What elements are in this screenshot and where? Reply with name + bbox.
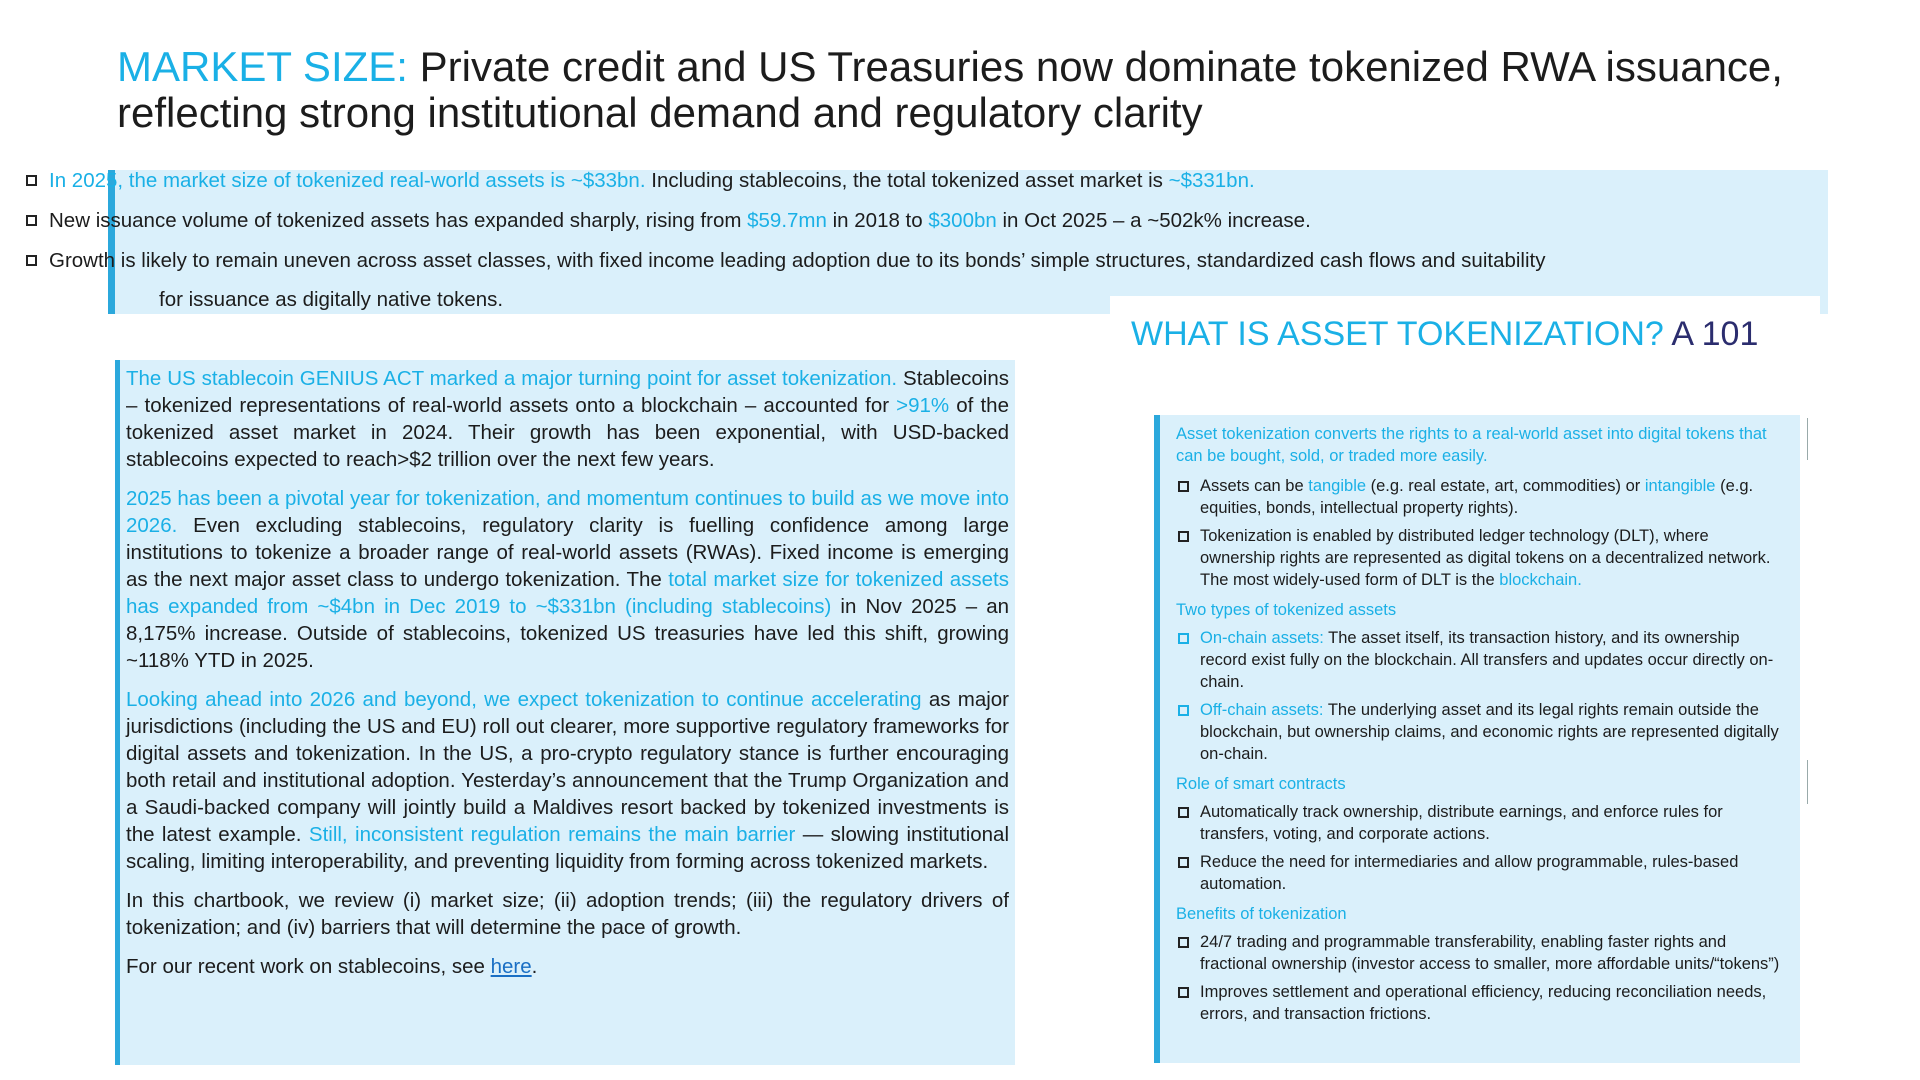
p2-highlight-2: total market size for tokenized assets has expanded from ~$4bn in Dec 2019 to ~$331bn (including stablecoins) <box>126 568 1009 618</box>
edge-divider <box>1807 760 1808 804</box>
checkbox-bullet-icon <box>1178 937 1189 948</box>
paragraph-2025 <box>126 485 1009 674</box>
summary-b2-value-2018: $59.7mn <box>747 209 827 232</box>
summary-b1-text: Including stablecoins, the total tokenized asset market is <box>651 169 1163 192</box>
list-item-dlt <box>1176 525 1786 591</box>
on-chain-text: The asset itself, its transaction history, and its ownership record exist fully on the blockchain. All transfers and updates occur directly on-chain. <box>1200 629 1774 691</box>
checkbox-bullet-icon <box>1178 705 1189 716</box>
checkbox-bullet-icon <box>1178 807 1189 818</box>
i1-intangible: intangible <box>1644 477 1716 495</box>
p3-highlight: Looking ahead into 2026 and beyond, we expect tokenization to continue accelerating <box>126 688 922 711</box>
benefit2-text: Improves settlement and operational efficiency, reducing reconciliation needs, errors, and transaction frictions. <box>1200 983 1767 1023</box>
list-item-benefit-1 <box>1176 931 1786 975</box>
checkbox-bullet-icon <box>26 175 37 186</box>
list-item-benefit-2 <box>1176 981 1786 1025</box>
i1-text-b: (e.g. real estate, art, commodities) or <box>1370 477 1641 495</box>
on-chain-label: On-chain assets: <box>1200 629 1324 647</box>
p1-highlight: The US stablecoin GENIUS ACT marked a major turning point for asset tokenization. <box>126 367 898 390</box>
p5-period: . <box>531 955 538 978</box>
page-title <box>117 44 1817 136</box>
summary-b1-value: ~$331bn. <box>1168 169 1255 192</box>
list-item-smart-contract-2 <box>1176 851 1786 895</box>
i2-blockchain: blockchain. <box>1499 571 1582 589</box>
list-item-smart-contract-1 <box>1176 801 1786 845</box>
summary-bullet-growth <box>26 248 1545 274</box>
paragraph-chartbook: In this chartbook, we review (i) market size; (ii) adoption trends; (iii) the regulatory drivers of tokenization; and (iv) barriers that will determine the pace of growth. <box>126 889 1009 939</box>
section-heading-tokenization <box>1131 314 1758 354</box>
checkbox-bullet-icon <box>26 215 37 226</box>
summary-b2-text-b: in 2018 to <box>832 209 923 232</box>
p3-highlight-2: Still, inconsistent regulation remains the main barrier <box>308 823 796 846</box>
summary-b2-text-a: New issuance volume of tokenized assets has expanded sharply, rising from <box>49 209 742 232</box>
paragraph-outlook <box>126 686 1009 875</box>
checkbox-bullet-icon <box>1178 531 1189 542</box>
i1-tangible: tangible <box>1308 477 1367 495</box>
subheading-types: Two types of tokenized assets <box>1176 601 1397 619</box>
sc1-text: Automatically track ownership, distribute earnings, and enforce rules for transfers, voting, and corporate actions. <box>1200 803 1723 843</box>
summary-b2-text-c: in Oct 2025 – a ~502k% increase. <box>1002 209 1311 232</box>
benefit1-text: 24/7 trading and programmable transferability, enabling faster rights and fractional ownership (investor access to smaller, more affordable units/“tokens”) <box>1200 933 1780 973</box>
summary-bullet-issuance <box>26 208 1311 234</box>
p1-text-a: Stablecoins – tokenized representations of real-world assets onto a blockchain – accounted for <box>126 367 1010 417</box>
subheading-benefits: Benefits of tokenization <box>1176 905 1347 923</box>
summary-b3-line1: Growth is likely to remain uneven across asset classes, with fixed income leading adoption due to its bonds’ simple structures, standardized cash flows and suitability <box>49 249 1546 272</box>
p1-text-b: of the tokenized asset market in 2024. Their growth has been exponential, with USD-backed stablecoins expected to reach>$2 trillion over the next few years. <box>126 394 1009 471</box>
overview-text-box <box>115 360 1015 1065</box>
p5-text: For our recent work on stablecoins, see <box>126 955 485 978</box>
tokenization-101-box <box>1154 415 1800 1063</box>
i1-text-c: (e.g. equities, bonds, intellectual property rights). <box>1200 477 1754 517</box>
tokenization-definition: Asset tokenization converts the rights to a real-world asset into digital tokens that can be bought, sold, or traded more easily. <box>1176 425 1767 465</box>
p3-text-a: as major jurisdictions (including the US and EU) roll out clearer, more supportive regulatory frameworks for digital assets and tokenization. In the US, a pro-crypto regulatory stance is further encouraging both retail and institutional adoption. Yesterday’s announcement that the Trump Organization and a Saudi-backed company will jointly build a Maldives resort backed by tokenized investments is the latest example. <box>126 688 1010 846</box>
checkbox-bullet-icon <box>1178 481 1189 492</box>
list-item-asset-types <box>1176 475 1786 519</box>
p2-highlight: 2025 has been a pivotal year for tokenization, and momentum continues to build as we move into 2026. <box>126 487 1009 537</box>
p2-text-a: Even excluding stablecoins, regulatory clarity is fuelling confidence among large institutions to tokenize a broader range of real-world assets (RWAs). Fixed income is emerging as the next major asset class to undergo tokenization. The <box>126 514 1009 591</box>
title-keyword: MARKET SIZE: <box>117 43 408 90</box>
summary-bullet-growth-cont <box>159 287 503 313</box>
list-item-on-chain <box>1176 627 1786 693</box>
checkbox-bullet-icon <box>26 255 37 266</box>
list-item-off-chain <box>1176 699 1786 765</box>
paragraph-genius-act <box>126 365 1009 473</box>
checkbox-bullet-icon <box>1178 987 1189 998</box>
p1-value: >91% <box>896 394 950 417</box>
summary-b1-highlight: In 2025, the market size of tokenized real-world assets is ~$33bn. <box>49 169 646 192</box>
summary-b3-line2: for issuance as digitally native tokens. <box>159 288 504 311</box>
here-link[interactable]: here <box>490 955 532 978</box>
checkbox-bullet-icon <box>1178 633 1189 644</box>
section-heading-suffix: A 101 <box>1671 315 1759 353</box>
i1-text-a: Assets can be <box>1200 477 1304 495</box>
off-chain-text: The underlying asset and its legal rights remain outside the blockchain, but ownership claims, and economic rights are represented digitally on-chain. <box>1200 701 1779 763</box>
sc2-text: Reduce the need for intermediaries and allow programmable, rules-based automation. <box>1200 853 1739 893</box>
p2-text-b: in Nov 2025 – an 8,175% increase. Outside of stablecoins, tokenized US treasuries have led this shift, growing ~118% YTD in 2025. <box>126 595 1009 672</box>
section-heading-main: WHAT IS ASSET TOKENIZATION? <box>1131 315 1664 353</box>
i2-text: Tokenization is enabled by distributed ledger technology (DLT), where ownership rights are represented as digital tokens on a decentralized network. The most widely-used form of DLT is the <box>1200 527 1771 589</box>
summary-bullet-market-size <box>26 168 1255 194</box>
off-chain-label: Off-chain assets: <box>1200 701 1324 719</box>
summary-b2-value-2025: $300bn <box>928 209 997 232</box>
subheading-smart-contracts: Role of smart contracts <box>1176 775 1346 793</box>
title-text: Private credit and US Treasuries now dominate tokenized RWA issuance, reflecting strong institutional demand and regulatory clarity <box>117 43 1783 136</box>
edge-divider <box>1807 418 1808 460</box>
p3-text-b: — slowing institutional scaling, limiting interoperability, and preventing liquidity from forming across tokenized markets. <box>126 823 1010 873</box>
checkbox-bullet-icon <box>1178 857 1189 868</box>
paragraph-stablecoins-link <box>126 953 1009 980</box>
